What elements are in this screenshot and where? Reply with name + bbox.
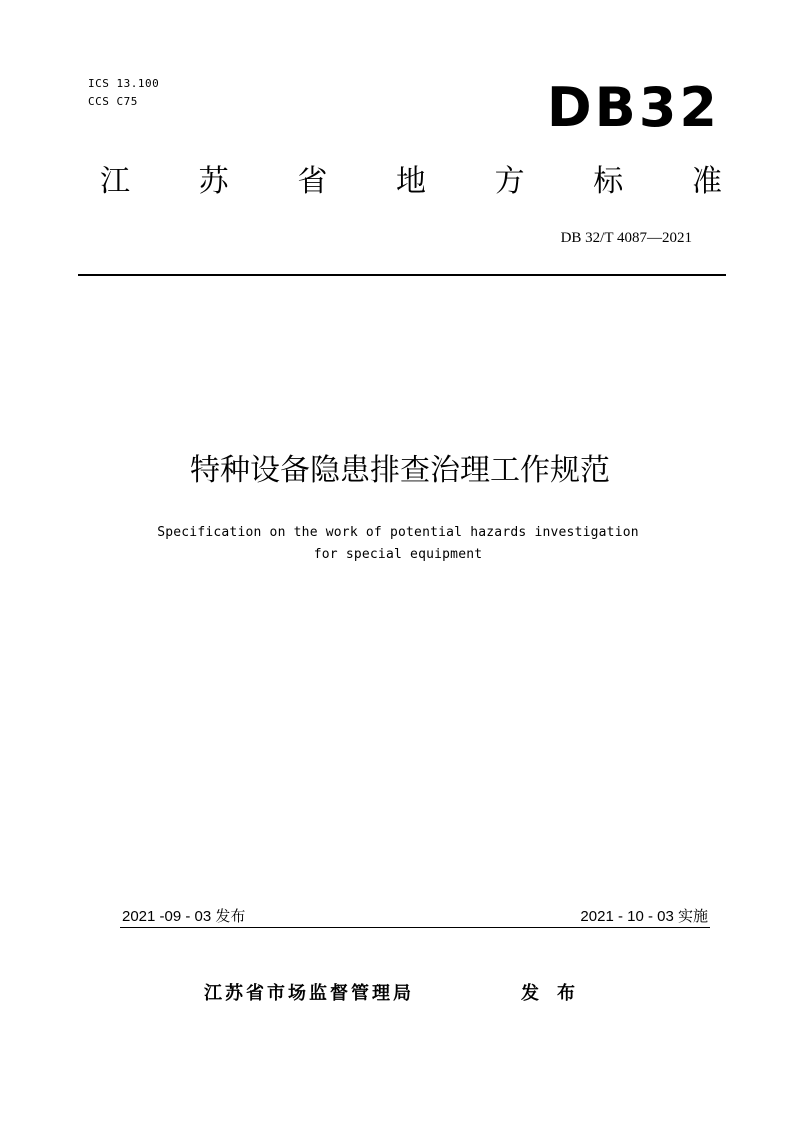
title-english-line-1: Specification on the work of potential hazards investigation: [157, 525, 639, 540]
standard-number: DB 32/T 4087—2021: [560, 230, 692, 246]
header-divider: [78, 274, 726, 276]
title-chinese: 特种设备隐患排查治理工作规范: [190, 453, 610, 488]
standard-type-char: 方: [494, 164, 525, 199]
standard-type-char: 标: [593, 164, 624, 199]
footer-divider: [120, 927, 710, 928]
implementation-date: 2021 - 10 - 03 实施: [580, 908, 708, 925]
standard-type-char: 江: [100, 164, 130, 199]
standard-type-heading: [100, 162, 722, 202]
standard-type-char: 省: [297, 164, 328, 199]
standard-type-char: 地: [395, 164, 426, 199]
standard-type-char: 苏: [198, 164, 229, 199]
title-english: [60, 522, 736, 566]
standard-mark: DB32: [546, 76, 720, 139]
publisher-name: 江苏省市场监督管理局: [204, 983, 414, 1004]
publish-action: 发布: [521, 983, 593, 1004]
ccs-code: CCS C75: [88, 95, 138, 108]
issue-date: 2021 -09 - 03 发布: [122, 908, 246, 925]
ics-code: ICS 13.100: [88, 77, 160, 90]
title-english-line-2: for special equipment: [313, 547, 483, 562]
standard-type-char: 准: [691, 164, 722, 199]
